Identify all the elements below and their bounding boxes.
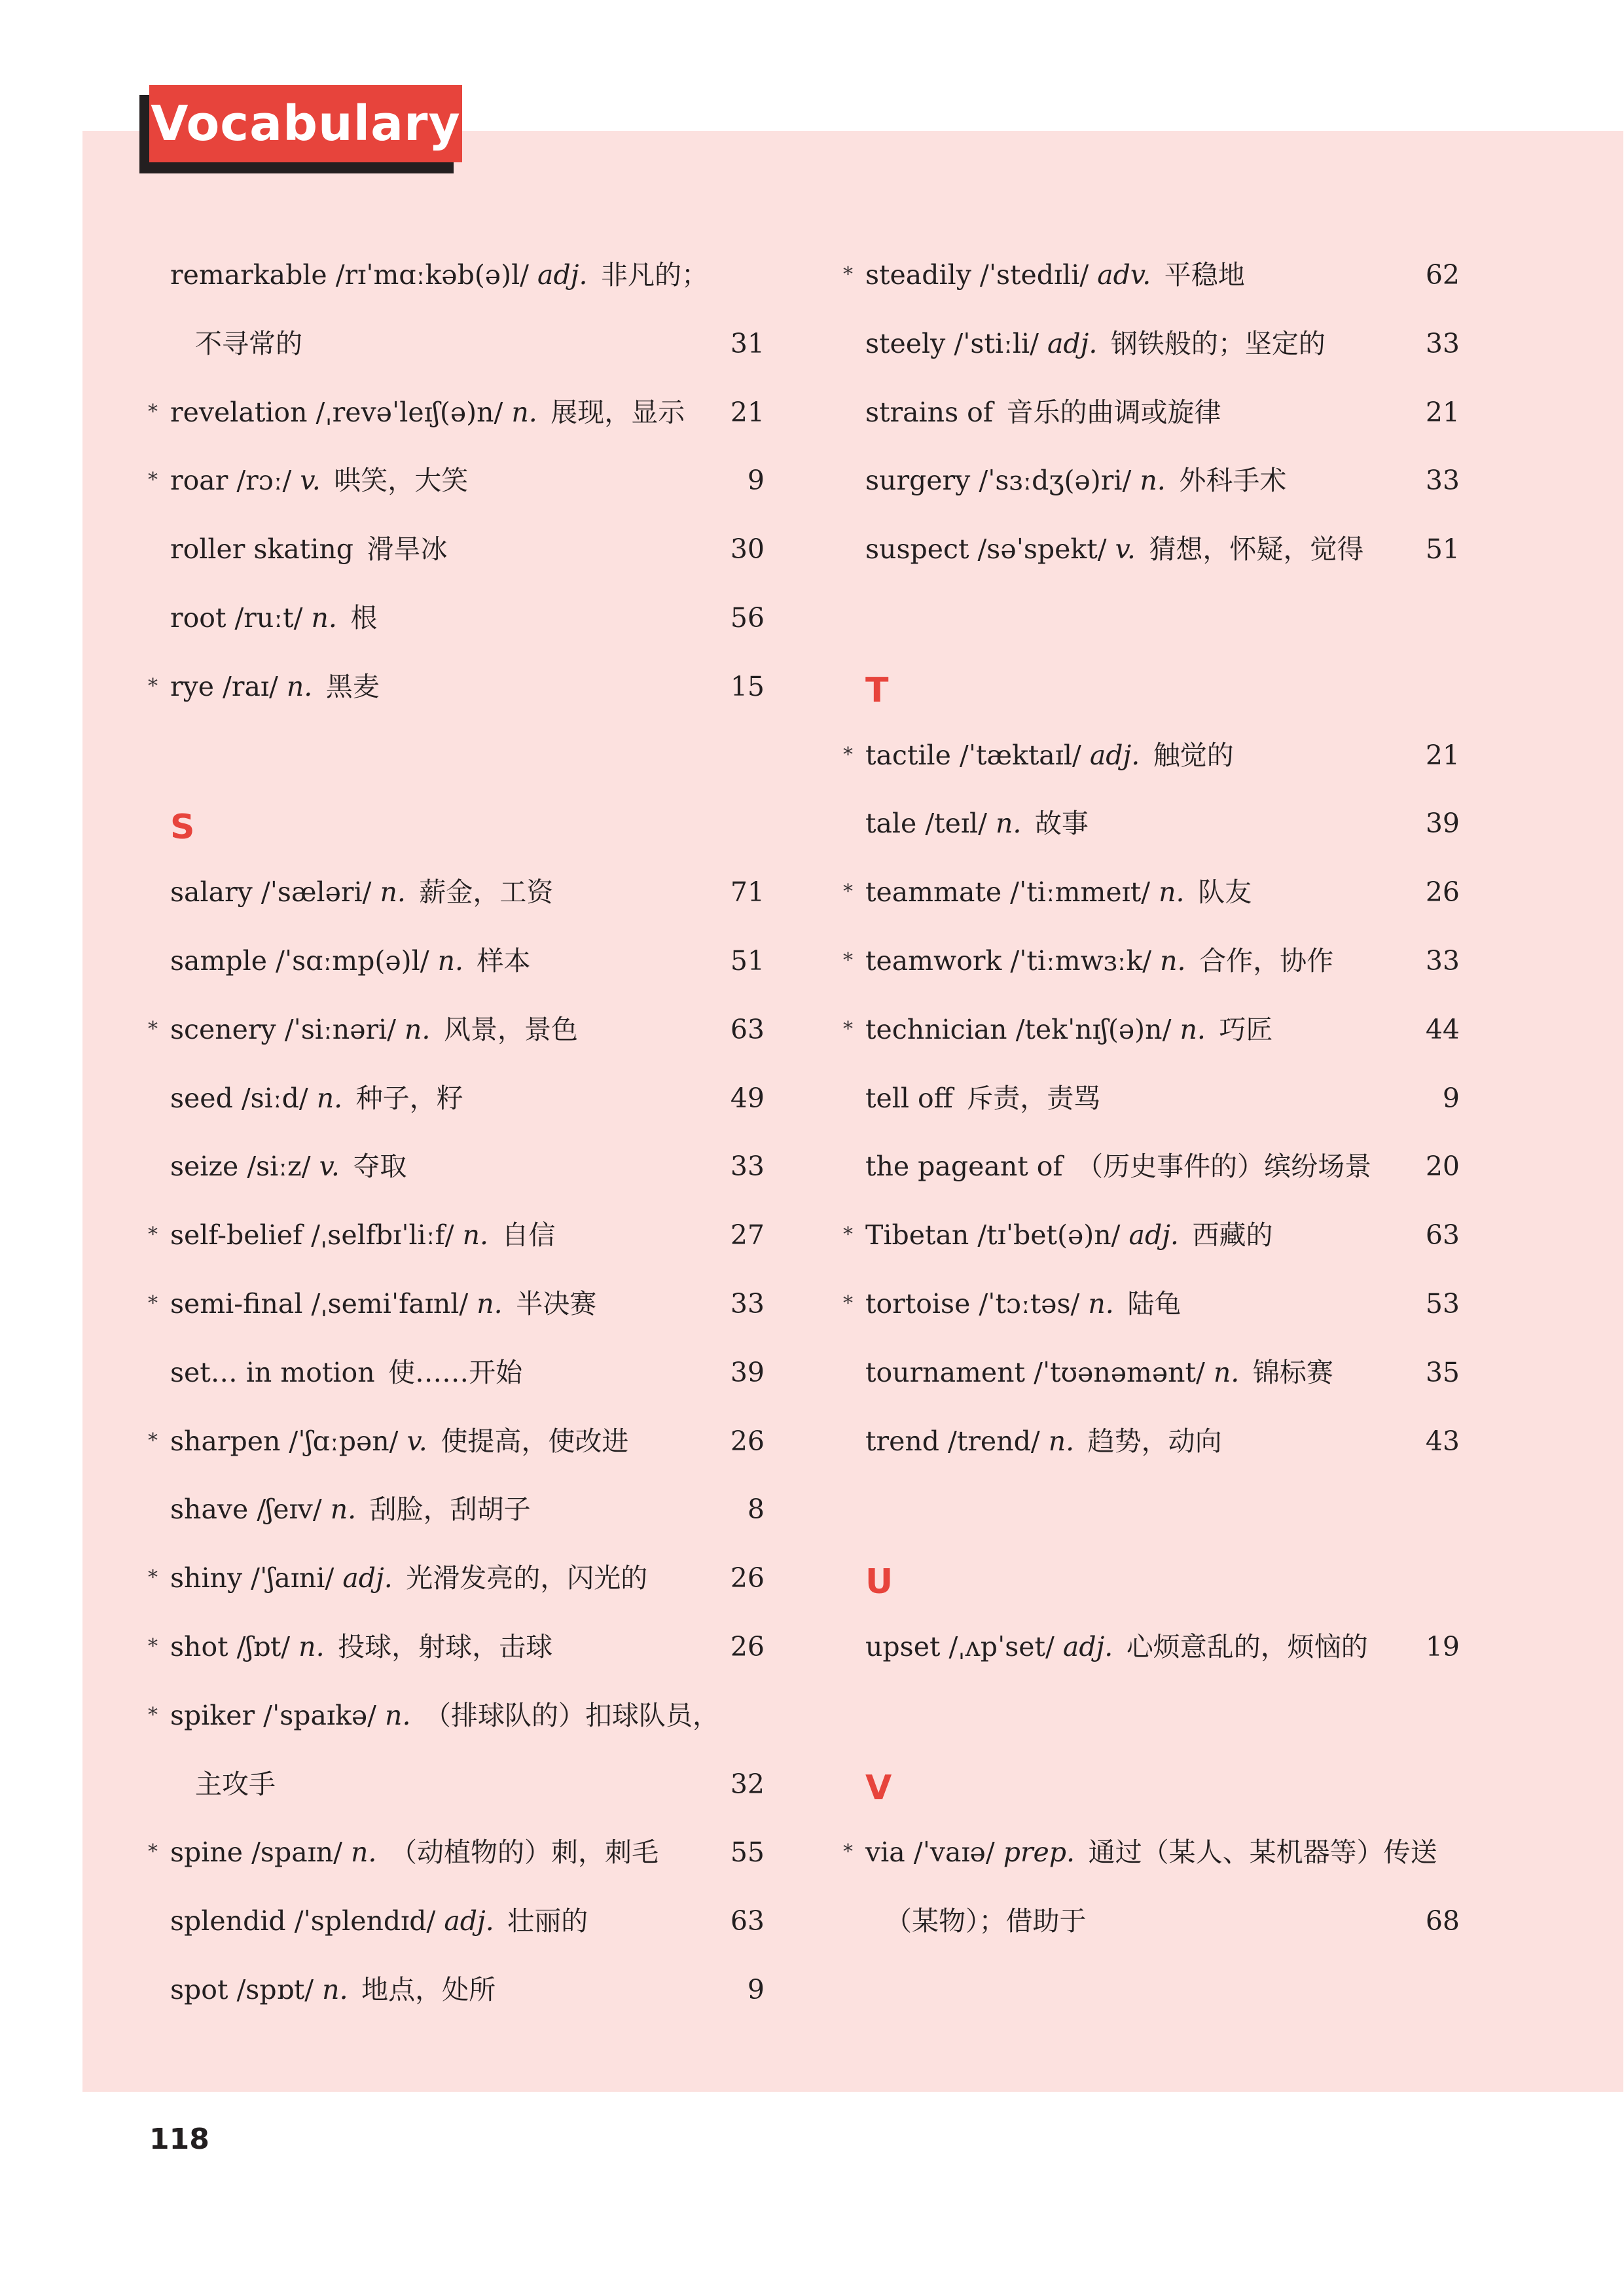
- page-ref: 33: [1425, 945, 1460, 977]
- page-ref: 21: [1425, 396, 1460, 428]
- vocab-entry: [0, 1132, 1624, 1200]
- entry-text: [865, 858, 1252, 926]
- vocab-entry: [0, 996, 1624, 1064]
- vocab-entry: [0, 1681, 1624, 1749]
- headword: tale /teɪl/: [865, 808, 987, 840]
- vocab-entry: [0, 310, 1624, 378]
- meaning: （历史事件的）缤纷场景: [1076, 1151, 1372, 1183]
- entry-text: [865, 241, 1245, 309]
- part-of-speech: prep.: [1003, 1837, 1075, 1869]
- star-icon: *: [148, 1017, 158, 1041]
- meaning: 心烦意乱的，烦恼的: [1126, 1631, 1368, 1662]
- page-number: 118: [149, 2123, 209, 2156]
- page-ref: 27: [730, 1219, 765, 1251]
- meaning: 队友: [1198, 876, 1252, 908]
- meaning: 刮脸，刮胡子: [369, 1494, 531, 1526]
- star-icon: *: [148, 1840, 158, 1864]
- page-ref: 31: [730, 327, 765, 359]
- part-of-speech: adj.: [1047, 327, 1098, 359]
- headword: rye /raɪ/: [170, 670, 278, 702]
- part-of-speech: adj.: [342, 1562, 393, 1594]
- headword: trend /trend/: [865, 1425, 1040, 1457]
- star-icon: *: [843, 1223, 853, 1247]
- meaning: 锦标赛: [1252, 1356, 1333, 1388]
- entry-text: [865, 310, 1326, 378]
- meaning: 钢铁般的；坚定的: [1110, 327, 1326, 359]
- entry-text: [170, 653, 380, 721]
- page-ref: 62: [1425, 259, 1460, 291]
- meaning: 展现，显示: [550, 396, 685, 428]
- vocab-entry: [0, 653, 1624, 721]
- headword: tell off: [865, 1082, 953, 1114]
- star-icon: *: [148, 1635, 158, 1658]
- headword: seize /siːz/: [170, 1151, 311, 1183]
- page-ref: 26: [730, 1425, 765, 1457]
- part-of-speech: adj.: [1128, 1219, 1179, 1251]
- page-ref: 63: [1425, 1219, 1460, 1251]
- headword: self-belief /ˌselfbɪˈliːf/: [170, 1219, 454, 1251]
- entry-text: [865, 378, 1221, 446]
- meaning: 使……开始: [388, 1356, 523, 1388]
- meaning: 地点，处所: [361, 1974, 496, 2005]
- page-ref: 15: [730, 670, 765, 702]
- meaning: 夺取: [353, 1151, 407, 1183]
- page-ref: 9: [747, 1974, 765, 2005]
- star-icon: *: [148, 674, 158, 698]
- star-icon: *: [148, 1292, 158, 1315]
- headword: splendid /ˈsplendɪd/: [170, 1905, 436, 1937]
- vocab-entry: [0, 1201, 1624, 1269]
- entry-text: [865, 1201, 1272, 1269]
- part-of-speech: n.: [1160, 945, 1186, 977]
- entry-text: [865, 1338, 1333, 1407]
- entry-text: [170, 584, 377, 652]
- meaning: 平稳地: [1164, 259, 1245, 291]
- entry-text: [865, 446, 1286, 514]
- meaning: 音乐的曲调或旋律: [1006, 396, 1221, 428]
- part-of-speech: n.: [995, 808, 1022, 840]
- part-of-speech: n.: [1048, 1425, 1075, 1457]
- entry-text: [865, 1407, 1222, 1475]
- part-of-speech: n.: [1140, 465, 1166, 497]
- star-icon: *: [843, 1840, 853, 1864]
- headword: salary /ˈsæləri/: [170, 876, 372, 908]
- page-ref: 55: [730, 1837, 765, 1869]
- part-of-speech: n.: [286, 670, 313, 702]
- meaning: 黑麦: [325, 670, 380, 702]
- page-ref: 39: [1425, 808, 1460, 840]
- vocabulary-header: Vocabulary: [149, 85, 462, 162]
- page-ref: 49: [730, 1082, 765, 1114]
- headword: steely /ˈstiːli/: [865, 327, 1039, 359]
- entry-text: [865, 1064, 1100, 1132]
- meaning: 合作，协作: [1199, 945, 1334, 977]
- part-of-speech: n.: [477, 1288, 503, 1319]
- star-icon: *: [843, 263, 853, 286]
- part-of-speech: n.: [462, 1219, 489, 1251]
- part-of-speech: adv.: [1097, 259, 1151, 291]
- part-of-speech: n.: [351, 1837, 377, 1869]
- meaning: 斥责，责骂: [966, 1082, 1101, 1114]
- meaning: 哄笑，大笑: [334, 465, 469, 497]
- meaning: （动植物的）刺，刺毛: [389, 1837, 659, 1869]
- page-ref: 33: [730, 1288, 765, 1319]
- page-ref: 33: [730, 1151, 765, 1183]
- headword: the pageant of: [865, 1151, 1063, 1183]
- star-icon: *: [148, 1566, 158, 1590]
- page-ref: 63: [730, 1905, 765, 1937]
- meaning: （排球队的）扣球队员，: [424, 1699, 719, 1731]
- star-icon: *: [148, 400, 158, 423]
- part-of-speech: adj.: [444, 1905, 494, 1937]
- page-ref: 9: [747, 465, 765, 497]
- headword: semi-final /ˌsemiˈfaɪnl/: [170, 1288, 469, 1319]
- page-ref: 8: [747, 1494, 765, 1526]
- page-ref: 53: [1425, 1288, 1460, 1319]
- entry-text: [865, 927, 1333, 995]
- headword: technician /tekˈnɪʃ(ə)n/: [865, 1013, 1172, 1045]
- headword: spine /spaɪn/: [170, 1837, 342, 1869]
- headword: suspect /səˈspekt/: [865, 533, 1107, 565]
- page-ref: 9: [1442, 1082, 1460, 1114]
- part-of-speech: n.: [1088, 1288, 1114, 1319]
- page-ref: 32: [730, 1768, 765, 1800]
- vocab-entry: [0, 515, 1624, 583]
- meaning: 自信: [501, 1219, 556, 1251]
- page-ref: 26: [1425, 876, 1460, 908]
- vocab-entry: [0, 1613, 1624, 1681]
- vocab-entry: [0, 858, 1624, 926]
- part-of-speech: adj.: [1089, 739, 1140, 771]
- headword: roller skating: [170, 533, 353, 565]
- entry-text: [865, 996, 1272, 1064]
- vocab-entry: [0, 584, 1624, 652]
- page-ref: 33: [1425, 465, 1460, 497]
- headword: seed /siːd/: [170, 1082, 308, 1114]
- meaning: 故事: [1034, 808, 1089, 840]
- vocab-entry: [0, 1475, 1624, 1543]
- headword: sample /ˈsɑːmp(ə)l/: [170, 945, 429, 977]
- entry-text: [885, 1887, 1087, 1955]
- meaning: 光滑发亮的，闪光的: [406, 1562, 648, 1594]
- vocab-entry: [0, 1956, 1624, 2024]
- star-icon: *: [843, 743, 853, 766]
- headword: shiny /ˈʃaɪni/: [170, 1562, 334, 1594]
- vocab-entry: [0, 927, 1624, 995]
- entry-text: [170, 1681, 719, 1749]
- vocab-entry: [0, 1407, 1624, 1475]
- vocab-entry: [0, 378, 1624, 446]
- headword: teammate /ˈtiːmmeɪt/: [865, 876, 1151, 908]
- meaning: 样本: [477, 945, 531, 977]
- page-ref: 71: [730, 876, 765, 908]
- meaning: 主攻手: [195, 1768, 276, 1800]
- headword: via /ˈvaɪə/: [865, 1837, 995, 1869]
- meaning: 壮丽的: [507, 1905, 588, 1937]
- headword: tortoise /ˈtɔːtəs/: [865, 1288, 1080, 1319]
- vocab-entry: [0, 789, 1624, 857]
- section-letter: U: [865, 1562, 893, 1602]
- star-icon: *: [148, 1223, 158, 1247]
- vocab-entry: [0, 1338, 1624, 1407]
- headword: sharpen /ˈʃɑːpən/: [170, 1425, 399, 1457]
- part-of-speech: n.: [511, 396, 537, 428]
- star-icon: *: [843, 949, 853, 972]
- vocab-entry: [0, 1270, 1624, 1338]
- section-letter: V: [865, 1768, 892, 1808]
- headword: tactile /ˈtæktaɪl/: [865, 739, 1081, 771]
- star-icon: *: [148, 469, 158, 492]
- page-ref: 35: [1425, 1356, 1460, 1388]
- meaning: 陆龟: [1127, 1288, 1182, 1319]
- entry-text: [170, 1544, 647, 1612]
- entry-text: [195, 1750, 276, 1818]
- star-icon: *: [843, 1292, 853, 1315]
- page-ref: 51: [1425, 533, 1460, 565]
- headword: tournament /ˈtʊənəmənt/: [865, 1356, 1205, 1388]
- page-ref: 39: [730, 1356, 765, 1388]
- entry-text: [865, 515, 1363, 583]
- part-of-speech: n.: [380, 876, 406, 908]
- meaning: 根: [350, 602, 378, 634]
- vocab-entry: [0, 1064, 1624, 1132]
- meaning: 巧匠: [1219, 1013, 1273, 1045]
- part-of-speech: adj.: [1062, 1631, 1113, 1662]
- meaning: 不寻常的: [195, 327, 302, 359]
- star-icon: *: [843, 880, 853, 904]
- headword: surgery /ˈsɜːdʒ(ə)ri/: [865, 465, 1132, 497]
- vocab-entry: [0, 721, 1624, 789]
- headword: remarkable /rɪˈmɑːkəb(ə)l/: [170, 259, 529, 291]
- entry-text: [170, 1475, 531, 1543]
- page-ref: 26: [730, 1631, 765, 1662]
- star-icon: *: [148, 1703, 158, 1727]
- meaning: 猜想，怀疑，觉得: [1149, 533, 1364, 565]
- meaning: 使提高，使改进: [441, 1425, 629, 1457]
- entry-text: [865, 1818, 1437, 1886]
- meaning: 趋势，动向: [1087, 1425, 1222, 1457]
- headword: spiker /ˈspaɪkə/: [170, 1699, 376, 1731]
- meaning: 外科手术: [1179, 465, 1287, 497]
- headword: scenery /ˈsiːnəri/: [170, 1013, 396, 1045]
- part-of-speech: n.: [385, 1699, 411, 1731]
- part-of-speech: n.: [330, 1494, 357, 1526]
- part-of-speech: n.: [437, 945, 464, 977]
- page-ref: 20: [1425, 1151, 1460, 1183]
- vocab-entry: [0, 241, 1624, 309]
- page-ref: 63: [730, 1013, 765, 1045]
- page-ref: 21: [1425, 739, 1460, 771]
- page-ref: 21: [730, 396, 765, 428]
- headword: shave /ʃeɪv/: [170, 1494, 322, 1526]
- page-ref: 51: [730, 945, 765, 977]
- page-ref: 44: [1425, 1013, 1460, 1045]
- page-ref: 30: [730, 533, 765, 565]
- vocab-entry: [0, 1544, 1624, 1612]
- part-of-speech: n.: [1180, 1013, 1206, 1045]
- part-of-speech: n.: [311, 602, 337, 634]
- meaning: 西藏的: [1192, 1219, 1273, 1251]
- headword: teamwork /ˈtiːmwɜːk/: [865, 945, 1152, 977]
- headword: Tibetan /tɪˈbet(ə)n/: [865, 1219, 1121, 1251]
- meaning: 滑旱冰: [367, 533, 448, 565]
- part-of-speech: v.: [319, 1151, 340, 1183]
- meaning: 薪金，工资: [419, 876, 554, 908]
- page-ref: 19: [1425, 1631, 1460, 1662]
- part-of-speech: n.: [1213, 1356, 1240, 1388]
- meaning: 风景，景色: [443, 1013, 578, 1045]
- entry-text: [865, 789, 1089, 857]
- part-of-speech: v.: [300, 465, 321, 497]
- headword: revelation /ˌrevəˈleɪʃ(ə)n/: [170, 396, 503, 428]
- entry-text: [865, 1270, 1181, 1338]
- entry-text: [865, 721, 1234, 789]
- headword: steadily /ˈstedɪli/: [865, 259, 1089, 291]
- headword: roar /rɔː/: [170, 465, 292, 497]
- section-letter: S: [170, 808, 195, 848]
- part-of-speech: n.: [316, 1082, 343, 1114]
- meaning: 半决赛: [516, 1288, 597, 1319]
- star-icon: *: [843, 1017, 853, 1041]
- headword: shot /ʃɒt/: [170, 1631, 291, 1662]
- headword: upset /ˌʌpˈset/: [865, 1631, 1055, 1662]
- part-of-speech: n.: [322, 1974, 348, 2005]
- star-icon: *: [148, 1429, 158, 1452]
- meaning: 种子，籽: [355, 1082, 463, 1114]
- part-of-speech: adj.: [537, 259, 588, 291]
- part-of-speech: v.: [1115, 533, 1136, 565]
- part-of-speech: n.: [298, 1631, 325, 1662]
- meaning: 非凡的；: [600, 259, 708, 291]
- headword: root /ruːt/: [170, 602, 303, 634]
- headword: strains of: [865, 396, 994, 428]
- headword: set… in motion: [170, 1356, 375, 1388]
- entry-text: [170, 1956, 496, 2024]
- part-of-speech: n.: [405, 1013, 431, 1045]
- page-ref: 68: [1425, 1905, 1460, 1937]
- page-ref: 33: [1425, 327, 1460, 359]
- part-of-speech: n.: [1159, 876, 1185, 908]
- entry-continuation: [0, 1887, 1624, 1955]
- part-of-speech: v.: [406, 1425, 427, 1457]
- meaning: （某物）；借助于: [885, 1905, 1087, 1937]
- vocab-entry: [0, 1818, 1624, 1886]
- entry-text: [865, 1613, 1368, 1681]
- meaning: 通过（某人、某机器等）传送: [1088, 1837, 1437, 1869]
- meaning: 触觉的: [1153, 739, 1234, 771]
- entry-continuation: [0, 1750, 1624, 1818]
- page-ref: 43: [1425, 1425, 1460, 1457]
- section-letter: T: [865, 670, 889, 710]
- headword: spot /spɒt/: [170, 1974, 314, 2005]
- vocab-entry: [0, 446, 1624, 514]
- entry-text: [865, 1132, 1371, 1200]
- page-ref: 56: [730, 602, 765, 634]
- meaning: 投球，射球，击球: [338, 1631, 553, 1662]
- page-ref: 26: [730, 1562, 765, 1594]
